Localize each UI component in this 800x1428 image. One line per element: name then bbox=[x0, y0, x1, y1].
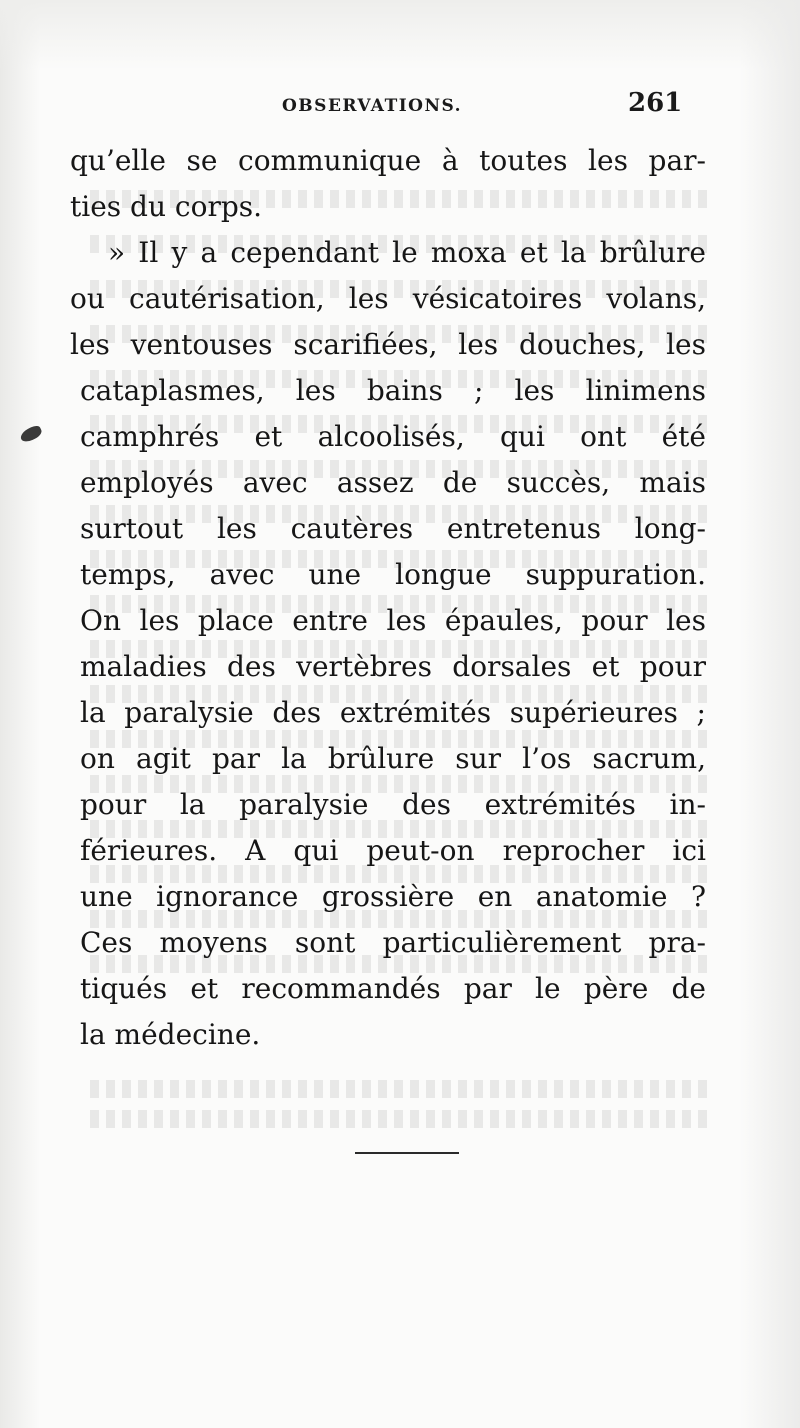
text-line: ties du corps. bbox=[70, 190, 263, 223]
text-line: on agit par la brûlure sur l’os sacrum, bbox=[80, 742, 706, 775]
text-line: camphrés et alcoolisés, qui ont été bbox=[80, 420, 706, 453]
page-header bbox=[0, 88, 800, 128]
text-line: On les place entre les épaules, pour les bbox=[80, 604, 706, 637]
page-edge-shadow-right bbox=[740, 0, 800, 1428]
page-edge-shadow-top bbox=[0, 0, 800, 70]
text-line: qu’elle se communique à toutes les par- bbox=[70, 144, 706, 177]
text-line: une ignorance grossière en anatomie ? bbox=[80, 880, 706, 913]
text-line: » Il y a cependant le moxa et la brûlure bbox=[108, 236, 706, 269]
text-line: les ventouses scarifiées, les douches, les bbox=[70, 328, 706, 361]
running-head: OBSERVATIONS. bbox=[282, 96, 463, 116]
text-line: maladies des vertèbres dorsales et pour bbox=[80, 650, 706, 683]
body-text bbox=[70, 138, 706, 1058]
page-edge-shadow-left bbox=[0, 0, 40, 1428]
text-line: férieures. A qui peut-on reprocher ici bbox=[80, 834, 706, 867]
text-line: la médecine. bbox=[80, 1018, 261, 1051]
text-line: ou cautérisation, les vésicatoires volans, bbox=[70, 282, 706, 315]
text-line: temps, avec une longue suppuration. bbox=[80, 558, 706, 591]
page-number: 261 bbox=[628, 88, 683, 118]
end-rule-divider bbox=[355, 1152, 459, 1154]
text-line: surtout les cautères entretenus long- bbox=[80, 512, 706, 545]
text-line: employés avec assez de succès, mais bbox=[80, 466, 706, 499]
text-line: la paralysie des extrémités supérieures ; bbox=[80, 696, 706, 729]
text-line: pour la paralysie des extrémités in- bbox=[80, 788, 706, 821]
text-line: Ces moyens sont particulièrement pra- bbox=[80, 926, 706, 959]
text-line: cataplasmes, les bains ; les linimens bbox=[80, 374, 706, 407]
text-line: tiqués et recommandés par le père de bbox=[80, 972, 706, 1005]
